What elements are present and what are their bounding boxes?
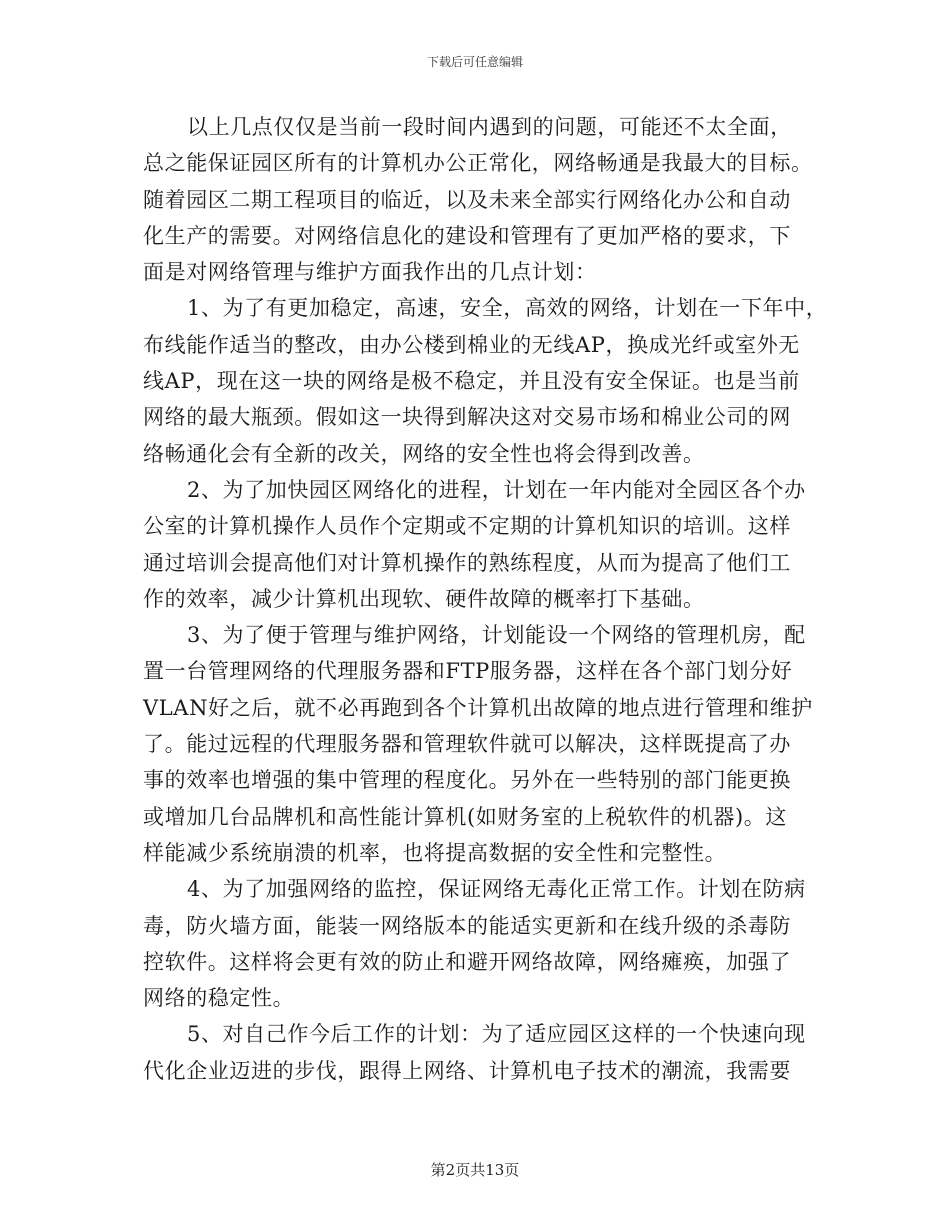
- text-line: 网络的最大瓶颈。假如这一块得到解决这对交易市场和棉业公司的网: [143, 405, 791, 430]
- text-line: 作的效率，减少计算机出现软、硬件故障的概率打下基础。: [143, 586, 705, 611]
- text-line: 毒，防火墙方面，能装一网络版本的能适实更新和在线升级的杀毒防: [143, 913, 791, 938]
- text-line: 4、为了加强网络的监控，保证网络无毒化正常工作。计划在防病: [187, 877, 806, 902]
- page-footer: 第2页共13页: [430, 1161, 520, 1179]
- text-line: 5、对自己作今后工作的计划：为了适应园区这样的一个快速向现: [187, 1022, 806, 1047]
- text-line: 随着园区二期工程项目的临近，以及未来全部实行网络化办公和自动: [143, 187, 791, 212]
- text-line: 3、为了便于管理与维护网络，计划能设一个网络的管理机房，配: [187, 623, 806, 648]
- text-line: 代化企业迈进的步伐，跟得上网络、计算机电子技术的潮流，我需要: [143, 1058, 791, 1083]
- text-line: 或增加几台品牌机和高性能计算机(如财务室的上税软件的机器)。这: [143, 804, 787, 829]
- text-line: 线AP，现在这一块的网络是极不稳定，并且没有安全保证。也是当前: [143, 369, 800, 394]
- document-body: [143, 109, 828, 1089]
- text-line: 置一台管理网络的代理服务器和FTP服务器，这样在各个部门划分好: [143, 659, 793, 684]
- text-line: 控软件。这样将会更有效的防止和避开网络故障，网络瘫痪，加强了: [143, 949, 791, 974]
- text-line: 公室的计算机操作人员作个定期或不定期的计算机知识的培训。这样: [143, 514, 791, 539]
- text-line: 样能减少系统崩溃的机率，也将提高数据的安全性和完整性。: [143, 840, 727, 865]
- text-line: 网络的稳定性。: [143, 986, 295, 1011]
- text-line: VLAN好之后，就不必再跑到各个计算机出故障的地点进行管理和维护: [143, 695, 813, 720]
- text-line: 1、为了有更加稳定，高速，安全，高效的网络，计划在一下年中，: [187, 296, 828, 321]
- text-line: 以上几点仅仅是当前一段时间内遇到的问题，可能还不太全面，: [187, 115, 792, 139]
- text-line: 事的效率也增强的集中管理的程度化。另外在一些特别的部门能更换: [143, 768, 791, 793]
- text-line: 络畅通化会有全新的改关，网络的安全性也将会得到改善。: [143, 441, 705, 466]
- page-header: 下载后可任意编辑: [426, 55, 523, 69]
- text-line: 化生产的需要。对网络信息化的建设和管理有了更加严格的要求，下: [143, 223, 791, 248]
- text-line: 通过培训会提高他们对计算机操作的熟练程度，从而为提高了他们工: [143, 550, 791, 575]
- text-line: 面是对网络管理与维护方面我作出的几点计划：: [143, 260, 597, 285]
- text-line: 布线能作适当的整改，由办公楼到棉业的无线AP，换成光纤或室外无: [143, 332, 800, 357]
- text-line: 2、为了加快园区网络化的进程，计划在一年内能对全园区各个办: [187, 477, 806, 502]
- text-line: 总之能保证园区所有的计算机办公正常化，网络畅通是我最大的目标。: [143, 151, 813, 176]
- text-line: 了。能过远程的代理服务器和管理软件就可以解决，这样既提高了办: [143, 732, 791, 757]
